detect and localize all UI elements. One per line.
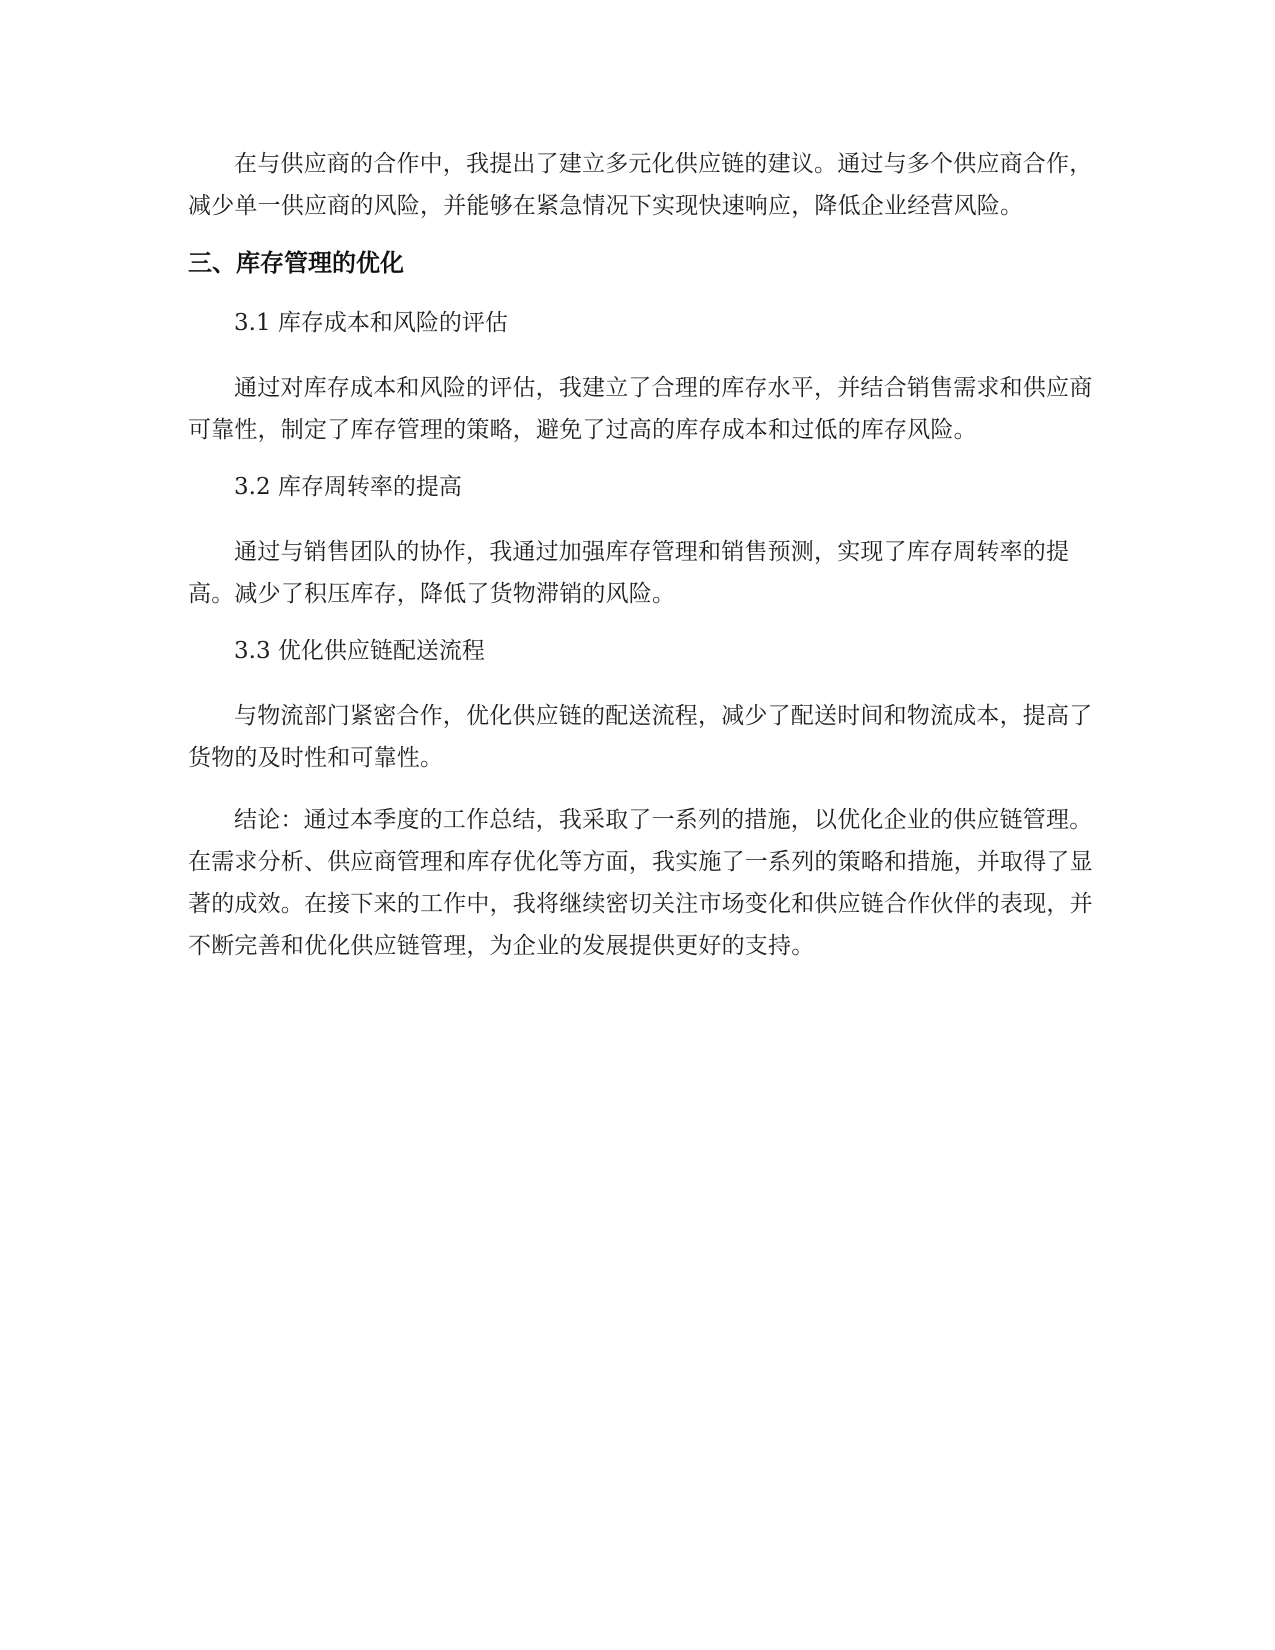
subsection-heading-3-1: 3.1 库存成本和风险的评估	[234, 310, 508, 336]
conclusion-paragraph: 结论：通过本季度的工作总结，我采取了一系列的措施，以优化企业的供应链管理。在需求分析、供应商管理和库存优化等方面，我实施了一系列的策略和措施，并取得了显著的成效。在接下来的工作中，我将继续密切关注市场变化和供应链合作伙伴的表现，并不断完善和优化供应链管理，为企业的发展提供更好的支持。	[188, 807, 1093, 959]
subsection-heading-3-3: 3.3 优化供应链配送流程	[234, 638, 485, 664]
subsection-heading-3-2: 3.2 库存周转率的提高	[234, 474, 462, 500]
document-body	[188, 143, 1093, 967]
section-title: 三、库存管理的优化	[188, 249, 404, 277]
subsection-body-3-3: 与物流部门紧密合作，优化供应链的配送流程，减少了配送时间和物流成本，提高了货物的及时性和可靠性。	[188, 703, 1093, 771]
intro-paragraph: 在与供应商的合作中，我提出了建立多元化供应链的建议。通过与多个供应商合作，减少单一供应商的风险，并能够在紧急情况下实现快速响应，降低企业经营风险。	[188, 151, 1093, 219]
subsection-body-3-2: 通过与销售团队的协作，我通过加强库存管理和销售预测，实现了库存周转率的提高。减少了积压库存，降低了货物滞销的风险。	[188, 539, 1070, 607]
subsection-body-3-1: 通过对库存成本和风险的评估，我建立了合理的库存水平，并结合销售需求和供应商可靠性，制定了库存管理的策略，避免了过高的库存成本和过低的库存风险。	[188, 375, 1093, 443]
